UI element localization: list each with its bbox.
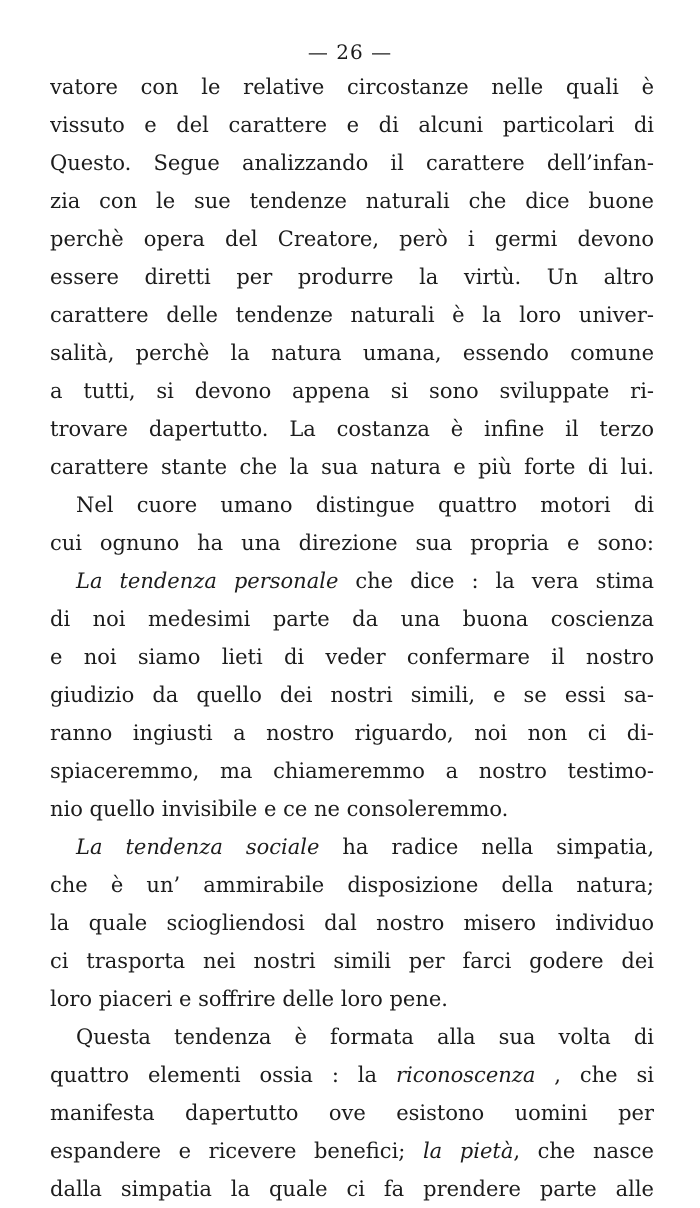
italic-phrase: La tendenza sociale: [76, 835, 320, 859]
text-line: trovare dapertutto. La costanza è infine il terzo: [50, 417, 654, 441]
text-line: Questo. Segue analizzando il carattere dell’infan-: [50, 151, 654, 175]
text-line: La tendenza personale che dice : la vera stima: [76, 569, 654, 593]
text-line: di noi medesimi parte da una buona coscienza: [50, 607, 654, 631]
text-line: vissuto e del carattere e di alcuni particolari di: [50, 113, 654, 137]
text-line: carattere delle tendenze naturali è la loro univer-: [50, 303, 654, 327]
text-line: vatore con le relative circostanze nelle quali è: [50, 75, 654, 99]
text-line: a tutti, si devono appena si sono sviluppate ri-: [50, 379, 654, 403]
page-number: — 26 —: [307, 40, 393, 64]
text-line: La tendenza sociale ha radice nella simpatia,: [76, 835, 654, 859]
text-line: manifesta dapertutto ove esistono uomini per: [50, 1101, 654, 1125]
text-line: giudizio da quello dei nostri simili, e se essi sa-: [50, 683, 654, 707]
text-line: Nel cuore umano distingue quattro motori di: [76, 493, 654, 517]
text-line: che è un’ ammirabile disposizione della natura;: [50, 873, 654, 897]
text-line: zia con le sue tendenze naturali che dice buone: [50, 189, 654, 213]
text-line: essere diretti per produrre la virtù. Un altro: [50, 265, 654, 289]
text-line: Questa tendenza è formata alla sua volta di: [76, 1025, 654, 1049]
text-line: cui ognuno ha una direzione sua propria e sono:: [50, 531, 654, 555]
italic-phrase: riconoscenza: [395, 1063, 536, 1087]
italic-phrase: La tendenza personale: [76, 569, 339, 593]
text-line: la quale sciogliendosi dal nostro misero individuo: [50, 911, 654, 935]
text-line: carattere stante che la sua natura e più forte di lui.: [50, 455, 654, 479]
text-line: quattro elementi ossia : la riconoscenza , che si: [50, 1063, 654, 1087]
body-text: [50, 68, 654, 1208]
text-line: nio quello invisibile e ce ne consoleremmo.: [50, 797, 509, 821]
text-line: ranno ingiusti a nostro riguardo, noi non ci di-: [50, 721, 654, 745]
text-line: perchè opera del Creatore, però i germi devono: [50, 227, 654, 251]
text-line: espandere e ricevere benefici; la pietà, che nasce: [50, 1139, 654, 1163]
text-line: salità, perchè la natura umana, essendo comune: [50, 341, 654, 365]
text-line: e noi siamo lieti di veder confermare il nostro: [50, 645, 654, 669]
text-line: loro piaceri e soffrire delle loro pene.: [50, 987, 448, 1011]
text-line: dalla simpatia la quale ci fa prendere parte alle: [50, 1177, 654, 1201]
text-line: ci trasporta nei nostri simili per farci godere dei: [50, 949, 654, 973]
text-line: spiaceremmo, ma chiameremmo a nostro testimo-: [50, 759, 654, 783]
italic-phrase: la pietà: [422, 1139, 514, 1163]
